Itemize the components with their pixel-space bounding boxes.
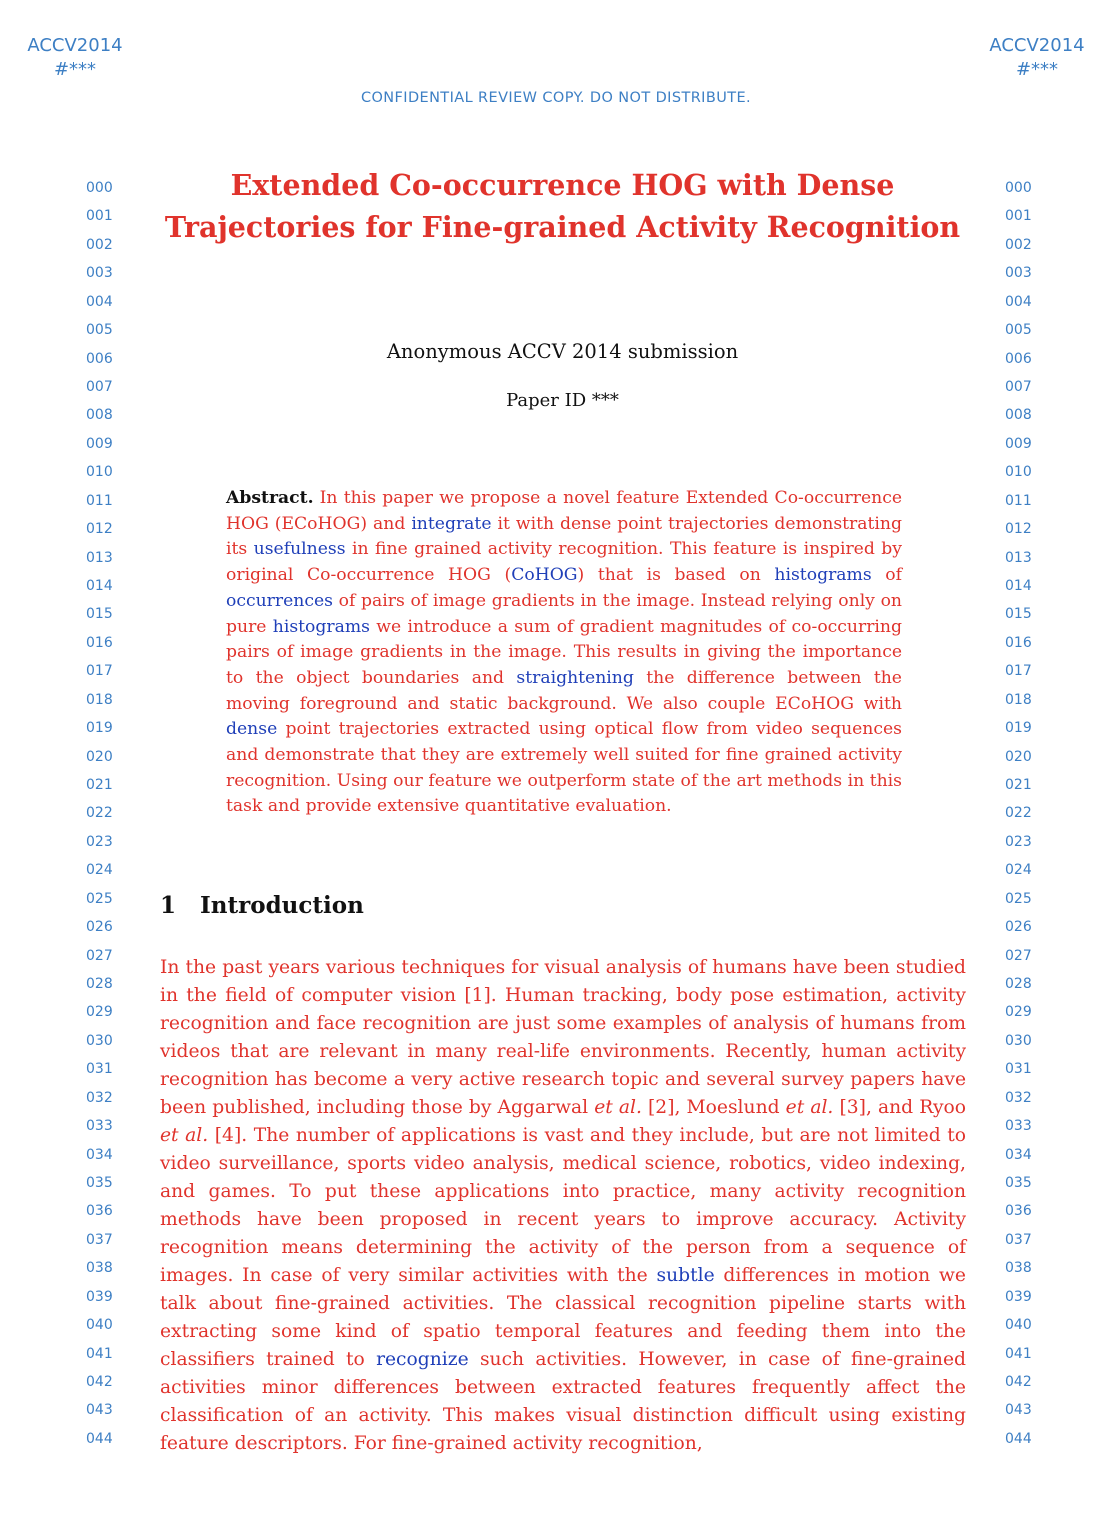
line-number: 024 xyxy=(1005,862,1032,879)
line-number: 034 xyxy=(86,1146,113,1163)
highlighted-word: usefulness xyxy=(253,539,346,560)
paper-id-label-right: #*** xyxy=(1015,59,1059,80)
line-number: 043 xyxy=(1005,1402,1032,1419)
line-number: 016 xyxy=(1005,634,1032,651)
line-number: 029 xyxy=(86,1004,113,1021)
line-number: 011 xyxy=(86,492,113,509)
line-number: 024 xyxy=(86,862,113,879)
line-number: 040 xyxy=(1005,1317,1032,1334)
line-number: 043 xyxy=(86,1402,113,1419)
text-segment: [4]. The number of applications is vast and they include, but are not limited to video surveillance, sports video analysis, medical science, robotics, video indexing, and games. To put these applications into practice, many activity recognition methods have been proposed in recent years to improve accuracy. Activity recognition means determining the activity of the person from a sequence of images. In case of very similar activities with the xyxy=(160,1125,966,1286)
line-number: 008 xyxy=(1005,407,1032,424)
line-number: 034 xyxy=(1005,1146,1032,1163)
line-number: 037 xyxy=(86,1231,113,1248)
line-number: 005 xyxy=(86,322,113,339)
line-number: 033 xyxy=(1005,1118,1032,1135)
line-number: 004 xyxy=(86,293,113,310)
line-number: 016 xyxy=(86,634,113,651)
line-number: 042 xyxy=(86,1374,113,1391)
line-number: 010 xyxy=(1005,464,1032,481)
line-number: 039 xyxy=(1005,1288,1032,1305)
line-number: 017 xyxy=(86,663,113,680)
line-number: 036 xyxy=(1005,1203,1032,1220)
line-number: 027 xyxy=(86,947,113,964)
abstract xyxy=(226,486,902,820)
section-title: Introduction xyxy=(200,892,364,919)
line-number: 006 xyxy=(86,350,113,367)
line-number: 044 xyxy=(86,1430,113,1447)
text-segment: In the past years various techniques for visual analysis of humans have been studied in the field of computer vision [1]. Human tracking, body pose estimation, activity recognition and face recognition are just some examples of analysis of humans from videos that are relevant in many real-life environments. Recently, human activity recognition has become a very active research topic and several survey papers have been published, including those by Aggarwal xyxy=(160,957,966,1118)
text-segment: ) that is based on xyxy=(577,565,775,586)
line-number: 020 xyxy=(1005,748,1032,765)
text-segment: et al. xyxy=(785,1097,834,1118)
text-segment: such activities. However, in case of fine-grained activities minor differences between extracted features frequently affect the classification of an activity. This makes visual distinction difficult using existing feature descriptors. For fine-grained activity recognition, xyxy=(160,1349,966,1454)
line-number: 020 xyxy=(86,748,113,765)
line-number: 006 xyxy=(1005,350,1032,367)
line-number: 031 xyxy=(1005,1061,1032,1078)
text-segment: In this paper we propose a novel feature Extended Co-occurrence HOG (ECoHOG) and xyxy=(226,488,902,534)
line-number: 033 xyxy=(86,1118,113,1135)
line-number: 000 xyxy=(1005,180,1032,196)
highlighted-word: recognize xyxy=(376,1349,469,1370)
line-number: 041 xyxy=(86,1345,113,1362)
line-number: 023 xyxy=(86,833,113,850)
line-number: 014 xyxy=(1005,578,1032,595)
line-number: 036 xyxy=(86,1203,113,1220)
line-number: 035 xyxy=(1005,1175,1032,1192)
line-number: 007 xyxy=(1005,379,1032,395)
venue-label-left: ACCV2014 xyxy=(27,35,123,56)
line-number: 032 xyxy=(86,1089,113,1106)
line-number: 025 xyxy=(86,890,113,907)
line-number: 029 xyxy=(1005,1004,1032,1021)
line-number: 032 xyxy=(1005,1089,1032,1106)
line-number: 025 xyxy=(1005,890,1032,907)
line-number: 039 xyxy=(86,1288,113,1305)
line-number: 009 xyxy=(86,435,113,452)
text-segment: [3], and Ryoo xyxy=(833,1097,967,1118)
line-number: 004 xyxy=(1005,293,1032,310)
highlighted-word: histograms xyxy=(272,616,370,637)
line-number: 021 xyxy=(86,777,113,794)
line-number: 015 xyxy=(1005,606,1032,623)
line-number: 007 xyxy=(86,379,113,395)
text-segment: point trajectories extracted using optical flow from video sequences and demonstrate that they are extremely well suited for fine grained activity recognition. Using our feature we outperform state of the art methods in this task and provide extensive quantitative evaluation. xyxy=(226,719,902,817)
highlighted-word: histograms xyxy=(774,565,872,586)
line-number: 037 xyxy=(1005,1231,1032,1248)
highlighted-word: CoHOG xyxy=(511,565,578,586)
highlighted-word: subtle xyxy=(656,1265,715,1286)
text-segment: we introduce a sum of gradient magnitudes of co-occurring pairs of image gradients in the image. This results in giving the importance to the object boundaries and xyxy=(226,616,902,688)
text-segment: et al. xyxy=(594,1097,642,1118)
line-number: 002 xyxy=(86,236,113,253)
line-number: 012 xyxy=(86,521,113,538)
abstract-label: Abstract. xyxy=(226,488,314,508)
line-number: 023 xyxy=(1005,833,1032,850)
line-number: 018 xyxy=(86,691,113,708)
line-number: 026 xyxy=(1005,919,1032,936)
line-number: 002 xyxy=(1005,236,1032,253)
text-segment: of xyxy=(871,565,902,586)
paper-id-label-left: #*** xyxy=(53,59,97,80)
venue-label-right: ACCV2014 xyxy=(989,35,1085,56)
highlighted-word: dense xyxy=(226,719,278,740)
line-number: 019 xyxy=(1005,720,1032,737)
line-number: 003 xyxy=(1005,265,1032,282)
line-number: 022 xyxy=(86,805,113,822)
highlighted-word: integrate xyxy=(411,513,492,534)
line-number: 030 xyxy=(1005,1032,1032,1049)
line-number: 008 xyxy=(86,407,113,424)
paper-id: Paper ID *** xyxy=(506,390,619,411)
line-number: 015 xyxy=(86,606,113,623)
line-number: 040 xyxy=(86,1317,113,1334)
introduction-paragraph xyxy=(160,954,966,1458)
line-number: 028 xyxy=(86,976,113,993)
line-number: 001 xyxy=(1005,208,1032,225)
line-number: 017 xyxy=(1005,663,1032,680)
line-number: 014 xyxy=(86,578,113,595)
line-number: 003 xyxy=(86,265,113,282)
line-number: 022 xyxy=(1005,805,1032,822)
section-number: 1 xyxy=(160,892,177,919)
line-number: 010 xyxy=(86,464,113,481)
line-number: 019 xyxy=(86,720,113,737)
line-number: 027 xyxy=(1005,947,1032,964)
text-segment: [2], Moeslund xyxy=(641,1097,786,1118)
text-segment: in fine grained activity recognition. This feature is inspired by original Co-occurrence HOG ( xyxy=(226,539,902,586)
line-number: 041 xyxy=(1005,1345,1032,1362)
paper-title: Extended Co-occurrence HOG with Dense Trajectories for Fine-grained Activity Recognition xyxy=(164,168,961,244)
line-number: 030 xyxy=(86,1032,113,1049)
line-number: 012 xyxy=(1005,521,1032,538)
abstract-body xyxy=(226,488,902,816)
line-number: 009 xyxy=(1005,435,1032,452)
line-number: 013 xyxy=(86,549,113,566)
line-number: 005 xyxy=(1005,322,1032,339)
highlighted-word: occurrences xyxy=(226,590,333,611)
text-segment: differences in motion we talk about fine-grained activities. The classical recognition pipeline starts with extracting some kind of spatio temporal features and feeding them into the classifiers trained to xyxy=(160,1265,966,1370)
line-number: 001 xyxy=(86,208,113,225)
line-number: 038 xyxy=(1005,1260,1032,1277)
line-number: 035 xyxy=(86,1175,113,1192)
line-number: 013 xyxy=(1005,549,1032,566)
section-heading xyxy=(160,892,364,919)
line-number: 031 xyxy=(86,1061,113,1078)
header-venue-right xyxy=(972,34,1102,82)
text-segment: it with dense point trajectories demonstrating its xyxy=(226,513,902,560)
line-number: 021 xyxy=(1005,777,1032,794)
text-segment: of pairs of image gradients in the image. Instead relying only on pure xyxy=(226,590,902,637)
line-number: 028 xyxy=(1005,976,1032,993)
header-venue-left xyxy=(10,34,140,82)
line-number: 044 xyxy=(1005,1430,1032,1447)
highlighted-word: straightening xyxy=(516,667,634,688)
line-number: 018 xyxy=(1005,691,1032,708)
line-number: 011 xyxy=(1005,492,1032,509)
line-number: 000 xyxy=(86,180,113,196)
paper-author: Anonymous ACCV 2014 submission xyxy=(386,340,739,363)
line-number: 038 xyxy=(86,1260,113,1277)
line-number: 042 xyxy=(1005,1374,1032,1391)
line-number: 026 xyxy=(86,919,113,936)
text-segment: et al. xyxy=(160,1125,209,1146)
text-segment: the difference between the moving foreground and static background. We also couple ECoHOG with xyxy=(226,667,902,714)
confidential-notice: CONFIDENTIAL REVIEW COPY. DO NOT DISTRIBUTE. xyxy=(360,90,752,106)
